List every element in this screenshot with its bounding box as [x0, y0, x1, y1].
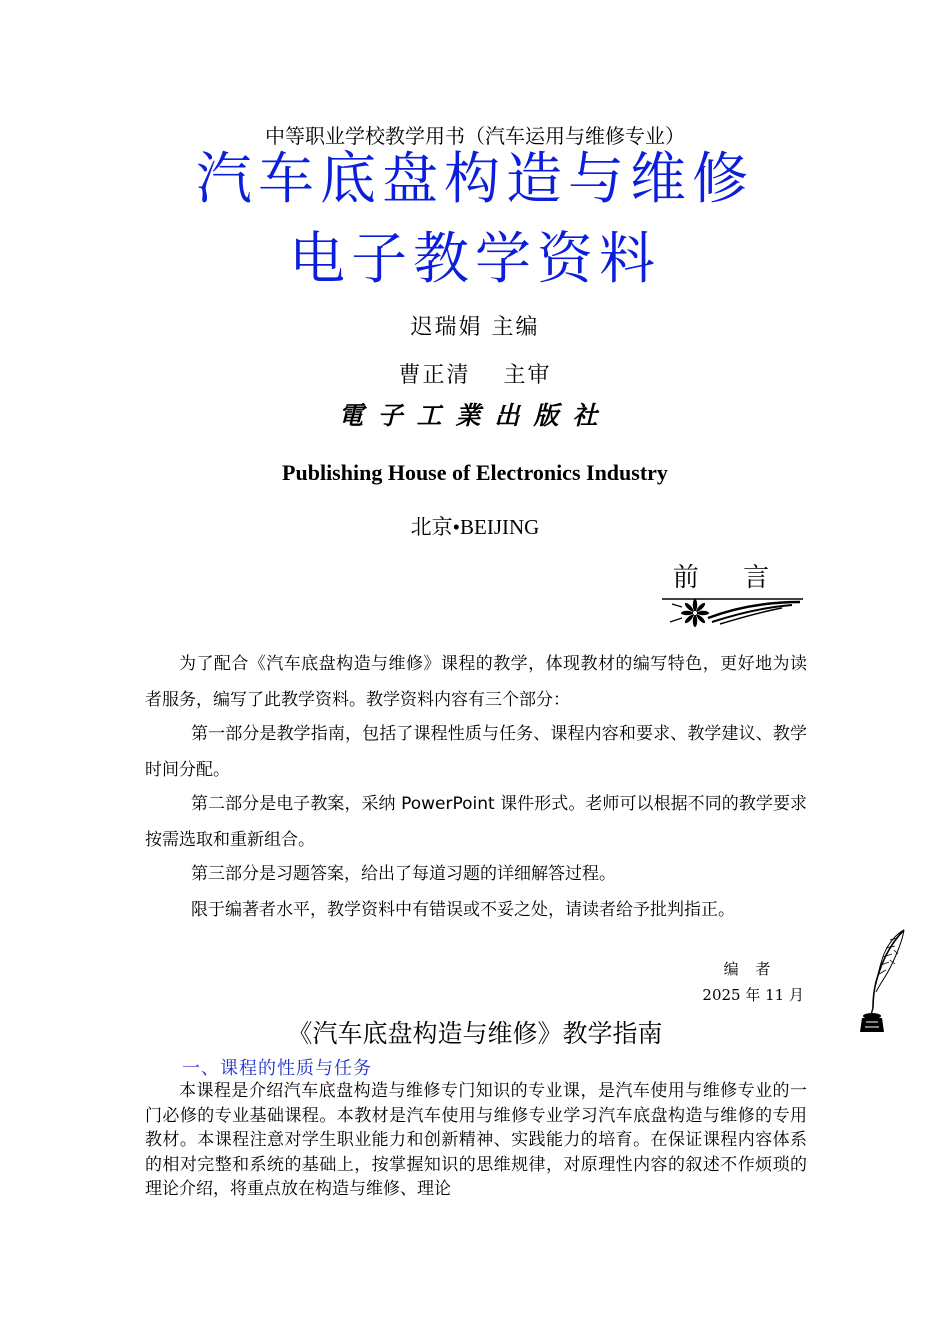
preface-date: 2025 年 11 月 [702, 986, 804, 1004]
guide-title: 《汽车底盘构造与维修》教学指南 [287, 1019, 663, 1048]
preface-heading: 前 言 [672, 563, 788, 593]
preface-paragraph-part2: 第二部分是电子教案，采纳 PowerPoint 课件形式。老师可以根据不同的教学要求按需选取和重新组合。 [145, 794, 807, 850]
preface-signature: 编 者 [723, 960, 777, 978]
series-line: 中等职业学校教学用书（汽车运用与维修专业） [265, 124, 685, 148]
book-title: 汽车底盘构造与维修 [196, 147, 754, 212]
flower-ornament-icon [660, 594, 805, 634]
section-body: 本课程是介绍汽车底盘构造与维修专门知识的专业课，是汽车使用与维修专业的一门必修的专业基础课程。本教材是汽车使用与维修专业学习汽车底盘构造与维修的专用教材。本课程注意对学生职业能力和创新精神、实践能力的培育。在保证课程内容体系的相对完整和系统的基础上，按掌握知识的思维规律，对原理性内容的叙述不作烦琐的理论介绍，将重点放在构造与维修、理论 [145, 1081, 807, 1199]
publisher-location: 北京•BEIJING [410, 515, 540, 539]
editor-line: 迟瑞娟 主编 [410, 315, 540, 340]
preface-paragraph-closing: 限于编著者水平，教学资料中有错误或不妥之处，请读者给予批判指正。 [191, 900, 735, 920]
publisher-logo-cn: 電子工業出版社 [338, 401, 612, 430]
section-heading: 一、课程的性质与任务 [182, 1058, 372, 1079]
preface-paragraph-part1: 第一部分是教学指南，包括了课程性质与任务、课程内容和要求、教学建议、教学时间分配。 [145, 724, 807, 780]
preface-paragraph-intro: 为了配合《汽车底盘构造与维修》课程的教学，体现教材的编写特色，更好地为读者服务，编写了此教学资料。教学资料内容有三个部分： [145, 654, 807, 710]
book-subtitle: 电子教学资料 [289, 227, 661, 292]
reviewer-line: 曹正清 主审 [398, 363, 552, 388]
publisher-name-en: Publishing House of Electronics Industry [282, 460, 668, 485]
preface-paragraph-part3: 第三部分是习题答案，给出了每道习题的详细解答过程。 [191, 864, 616, 884]
